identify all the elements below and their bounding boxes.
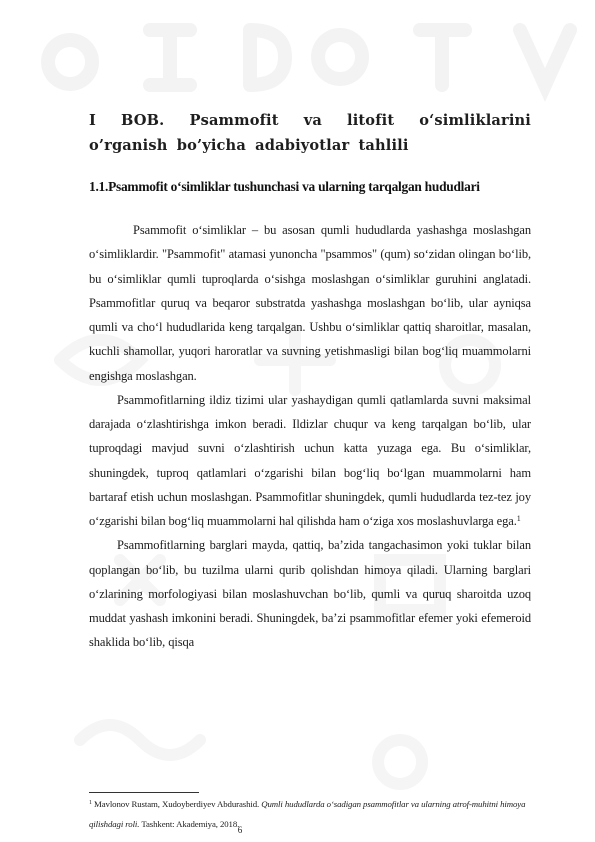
paragraph-1: Psammofit o‘simliklar – bu asosan qumli hududlarda yashashga moslashgan o‘simliklardir. "Psammofit" atamasi yunoncha "psammos" (qum) so‘zidan olingan bo‘lib, bu o‘simliklar qumli tuproqlarda o‘sishga moslashgan o‘simliklar guruhini anglatadi. Psammofitlar quruq va beqaror substratda yashashga moslashgan bo‘lib, ular ayniqsa qumli va cho‘l hududlarida keng tarqalgan. Ushbu o‘simliklar qattiq sharoitlar, masalan, kuchli shamollar, yuqori haroratlar va suvning yetishmasligi bilan bog‘liq muammolarni engishga moslashgan. bbox=[89, 223, 531, 383]
footnote-reference[interactable]: 1 bbox=[516, 514, 521, 523]
footnote-marker: 1 bbox=[89, 800, 92, 806]
footnote-divider bbox=[89, 792, 199, 793]
section-title: 1.1.Psammofit o‘simliklar tushunchasi va ularning tarqalgan hududlari bbox=[89, 179, 480, 194]
body-text bbox=[89, 218, 531, 655]
footnote-authors: Mavlonov Rustam, Xudoyberdiyev Abdurashid. bbox=[94, 799, 260, 809]
footnote-publisher: Tashkent: Akademiya, 2018. bbox=[141, 819, 240, 829]
page-number: 6 bbox=[237, 825, 243, 835]
paragraph-2-text: Psammofitlarning ildiz tizimi ular yashaydigan qumli qatlamlarda suvni maksimal darajada o‘zlashtirishga imkon beradi. Ildizlar chuqur va keng tarqalgan bo‘lib, ular tuproqdagi mavjud suvni o‘zlashtirish uchun katta yuzaga ega. Bu o‘simliklar, shuningdek, tuproq qatlamlari o‘zgarishi bilan bog‘liq bo‘lgan muammolarni ham bartaraf etish uchun moslashgan. Psammofitlar shuningdek, qumli hududlarda tez-tez joy o‘zgarishi bilan bog‘liq muammolarni hal qilishda ham o‘ziga xos moslashuvlarga ega. bbox=[89, 392, 531, 528]
paragraph-2 bbox=[89, 388, 531, 534]
footnote-title: Qumli hududlarda o‘sadigan psammofitlar va ularning atrof-muhitni himoya qilishdagi roli. bbox=[89, 799, 526, 829]
chapter-title: I BOB. Psammofit va litofit o‘simliklarini o’rganish bo’yicha adabiyotlar tahlili bbox=[89, 112, 531, 154]
footnote bbox=[89, 794, 535, 834]
paragraph-3: Psammofitlarning barglari mayda, qattiq, ba’zida tangachasimon yoki tuklar bilan qoplangan bo‘lib, bu tuzilma ularni qurib qolishdan himoya qiladi. Ularning barglari o‘zlarining morfologiyasi bilan moslashuvchan bo‘lib, qumli va quruq sharoitda uzoq muddat yashash imkonini beradi. Shuningdek, ba’zi psammofitlar efemer yoki efemeroid shaklida bo‘lib, qisqa bbox=[89, 538, 531, 650]
